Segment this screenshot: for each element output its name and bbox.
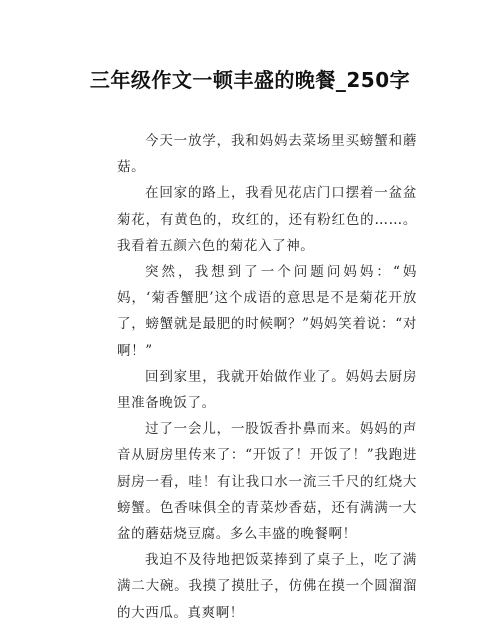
paragraph: 今天一放学，我和妈妈去菜场里买螃蟹和蘑菇。 [117, 133, 417, 176]
paragraph: 过了一会儿，一股饭香扑鼻而来。妈妈的声音从厨房里传来了：“开饭了！开饭了！”我跑进厨房一看，哇！有让我口水一流三千尺的红烧大螃蟹。色香味俱全的青菜炒香菇，还有满满一大盆的蘑菇烧豆腐。多么丰盛的晚餐啊！ [117, 421, 417, 543]
document-title: 三年级作文一顿丰盛的晚餐_250字 [89, 68, 411, 92]
paragraph: 回到家里，我就开始做作业了。妈妈去厨房里准备晚饭了。 [117, 368, 417, 412]
paragraph: 突然，我想到了一个问题问妈妈：“妈妈，‘菊香蟹肥’这个成语的意思是不是菊花开放了，螃蟹就是最肥的时候啊？”妈妈笑着说：“对啊！” [117, 264, 417, 359]
paragraph: 我迫不及待地把饭菜捧到了桌子上，吃了满满二大碗。我摸了摸肚子，仿佛在摸一个圆溜溜的大西瓜。真爽啊！ [117, 552, 417, 621]
paragraph: 在回家的路上，我看见花店门口摆着一盆盆菊花，有黄色的，玫红的，还有粉红色的……。我看着五颜六色的菊花入了神。 [117, 185, 417, 254]
document-body [117, 128, 417, 626]
